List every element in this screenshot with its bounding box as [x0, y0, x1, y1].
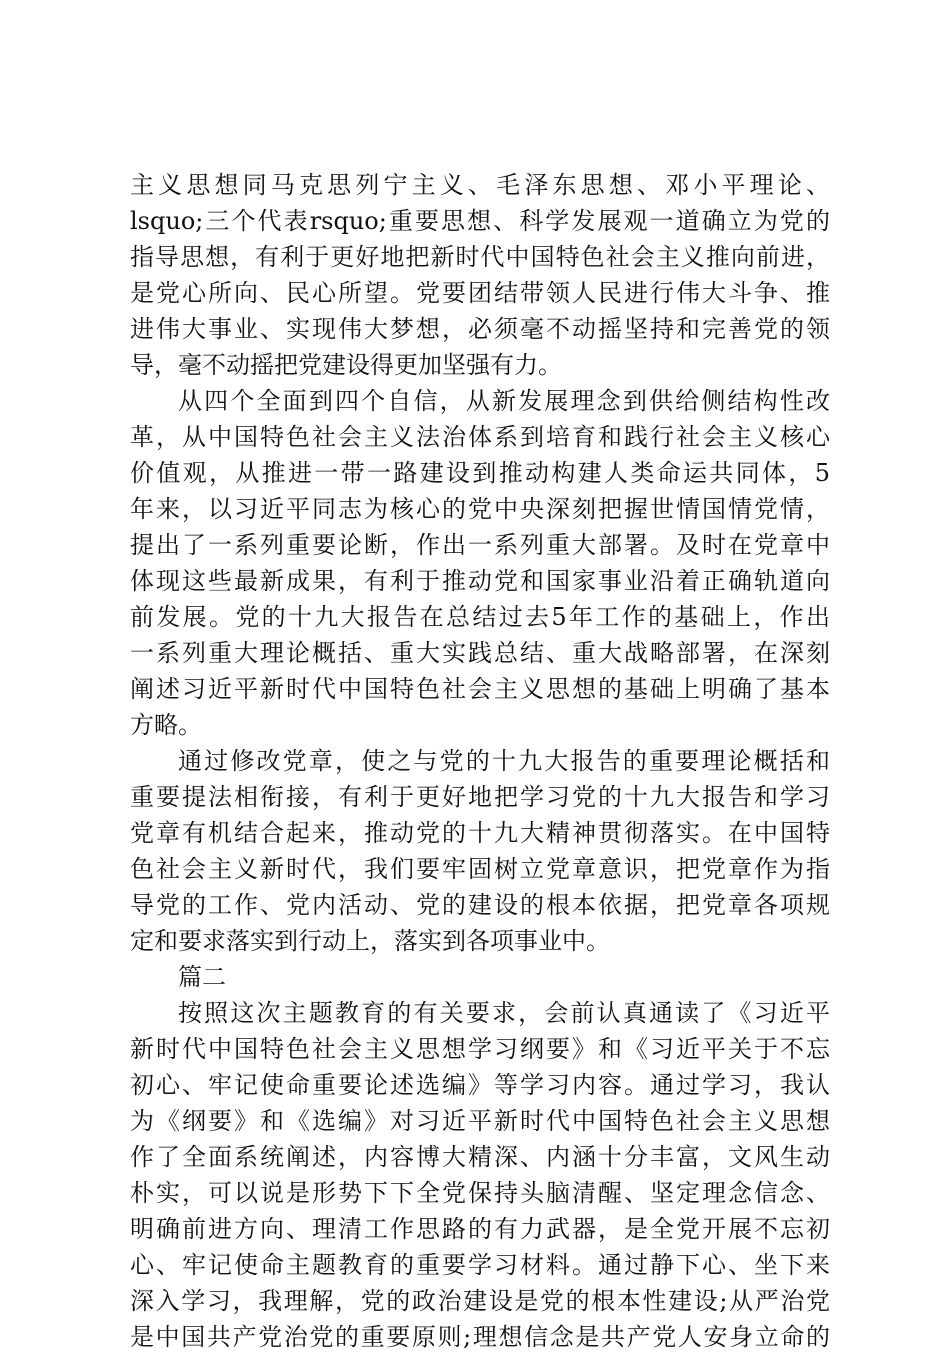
text-line: 初心、牢记使命重要论述选编》等学习内容。通过学习，我认: [130, 1071, 830, 1099]
text-line: 年来，以习近平同志为核心的党中央深刻把握世情国情党情，: [130, 495, 830, 523]
text-line: 方略。: [130, 711, 202, 739]
text-line: 朴实，可以说是形势下下全党保持头脑清醒、坚定理念信念、: [130, 1179, 830, 1207]
text-line: 作了全面系统阐述，内容博大精深、内涵十分丰富，文风生动: [130, 1143, 830, 1171]
text-line: 进伟大事业、实现伟大梦想，必须毫不动摇坚持和完善党的领: [130, 315, 830, 343]
text-line: 色社会主义新时代，我们要牢固树立党章意识，把党章作为指: [130, 855, 830, 883]
text-line: 革，从中国特色社会主义法治体系到培育和践行社会主义核心: [130, 423, 830, 451]
text-line: 前发展。党的十九大报告在总结过去5年工作的基础上，作出: [130, 603, 830, 631]
text-line: 是中国共产党治党的重要原则;理想信念是共产党人安身立命的: [130, 1323, 830, 1351]
text-line: lsquo;三个代表rsquo;重要思想、科学发展观一道确立为党的: [130, 207, 830, 235]
text-line: 党章有机结合起来，推动党的十九大精神贯彻落实。在中国特: [130, 819, 830, 847]
text-line: 心、牢记使命主题教育的重要学习材料。通过静下心、坐下来: [130, 1251, 830, 1279]
paragraph-first-line: 通过修改党章，使之与党的十九大报告的重要理论概括和: [178, 747, 830, 775]
paragraph-first-line: 从四个全面到四个自信，从新发展理念到供给侧结构性改: [178, 387, 830, 415]
text-line: 新时代中国特色社会主义思想学习纲要》和《习近平关于不忘: [130, 1035, 830, 1063]
text-line: 重要提法相衔接，有利于更好地把学习党的十九大报告和学习: [130, 783, 830, 811]
text-line: 价值观，从推进一带一路建设到推动构建人类命运共同体，5: [130, 459, 830, 487]
text-line: 导，毫不动摇把党建设得更加坚强有力。: [130, 351, 562, 379]
section-heading: 篇二: [178, 963, 226, 991]
text-line: 一系列重大理论概括、重大实践总结、重大战略部署，在深刻: [130, 639, 830, 667]
text-line: 体现这些最新成果，有利于推动党和国家事业沿着正确轨道向: [130, 567, 830, 595]
text-line: 明确前进方向、理清工作思路的有力武器，是全党开展不忘初: [130, 1215, 830, 1243]
text-line: 阐述习近平新时代中国特色社会主义思想的基础上明确了基本: [130, 675, 830, 703]
text-line: 是党心所向、民心所望。党要团结带领人民进行伟大斗争、推: [130, 279, 830, 307]
text-line: 导党的工作、党内活动、党的建设的根本依据，把党章各项规: [130, 891, 830, 919]
text-line: 为《纲要》和《选编》对习近平新时代中国特色社会主义思想: [130, 1107, 830, 1135]
text-line: 定和要求落实到行动上，落实到各项事业中。: [130, 927, 610, 955]
text-line: 指导思想，有利于更好地把新时代中国特色社会主义推向前进，: [130, 243, 830, 271]
text-line: 深入学习，我理解，党的政治建设是党的根本性建设;从严治党: [130, 1287, 830, 1315]
text-line: 提出了一系列重要论断，作出一系列重大部署。及时在党章中: [130, 531, 830, 559]
paragraph-first-line: 按照这次主题教育的有关要求，会前认真通读了《习近平: [178, 999, 830, 1027]
text-line: 主义思想同马克思列宁主义、毛泽东思想、邓小平理论、: [130, 171, 830, 199]
